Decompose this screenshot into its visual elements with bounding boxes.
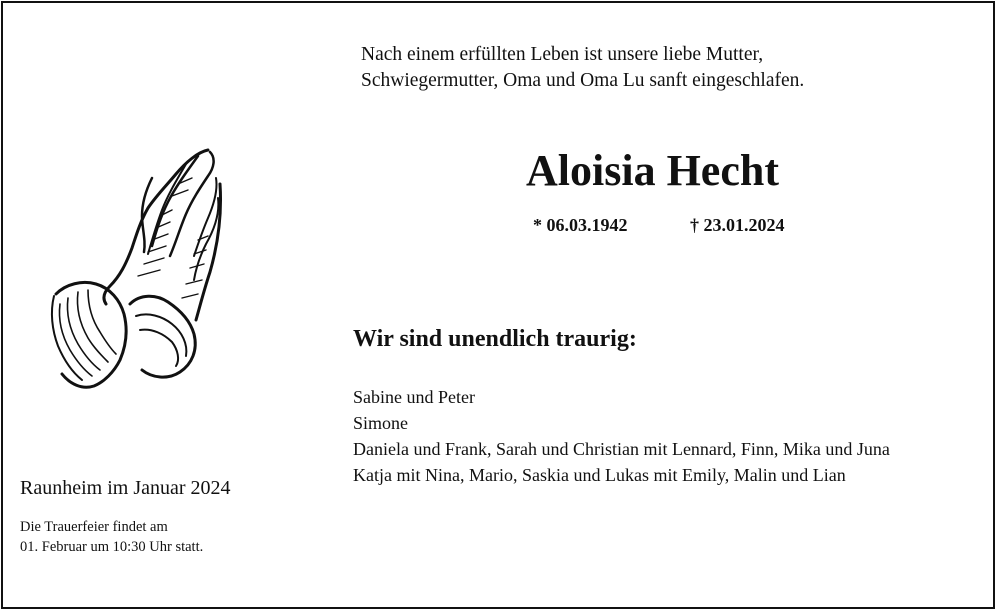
deceased-name: Aloisia Hecht	[526, 146, 779, 195]
mourners-line-2: Simone	[353, 413, 409, 433]
funeral-info	[20, 517, 203, 557]
mourners-line-4: Katja mit Nina, Mario, Saskia und Lukas mit Emily, Malin und Lian	[353, 465, 846, 485]
praying-hands-icon	[48, 144, 224, 392]
intro-line-2: Schwiegermutter, Oma und Oma Lu sanft eingeschlafen.	[361, 70, 805, 91]
funeral-line-2: 01. Februar um 10:30 Uhr statt.	[20, 539, 204, 555]
death-date: † 23.01.2024	[690, 215, 785, 235]
intro-line-1: Nach einem erfüllten Leben ist unsere liebe Mutter,	[361, 44, 764, 65]
mourners-line-1: Sabine und Peter	[353, 387, 475, 407]
mourners-heading: Wir sind unendlich traurig:	[353, 326, 637, 352]
mourners-line-3: Daniela und Frank, Sarah und Christian mit Lennard, Finn, Mika und Juna	[353, 439, 890, 459]
intro-text	[361, 42, 961, 94]
mourners-list	[353, 384, 890, 488]
birth-date: * 06.03.1942	[533, 215, 628, 235]
place-date: Raunheim im Januar 2024	[20, 477, 231, 499]
funeral-line-1: Die Trauerfeier findet am	[20, 519, 168, 535]
